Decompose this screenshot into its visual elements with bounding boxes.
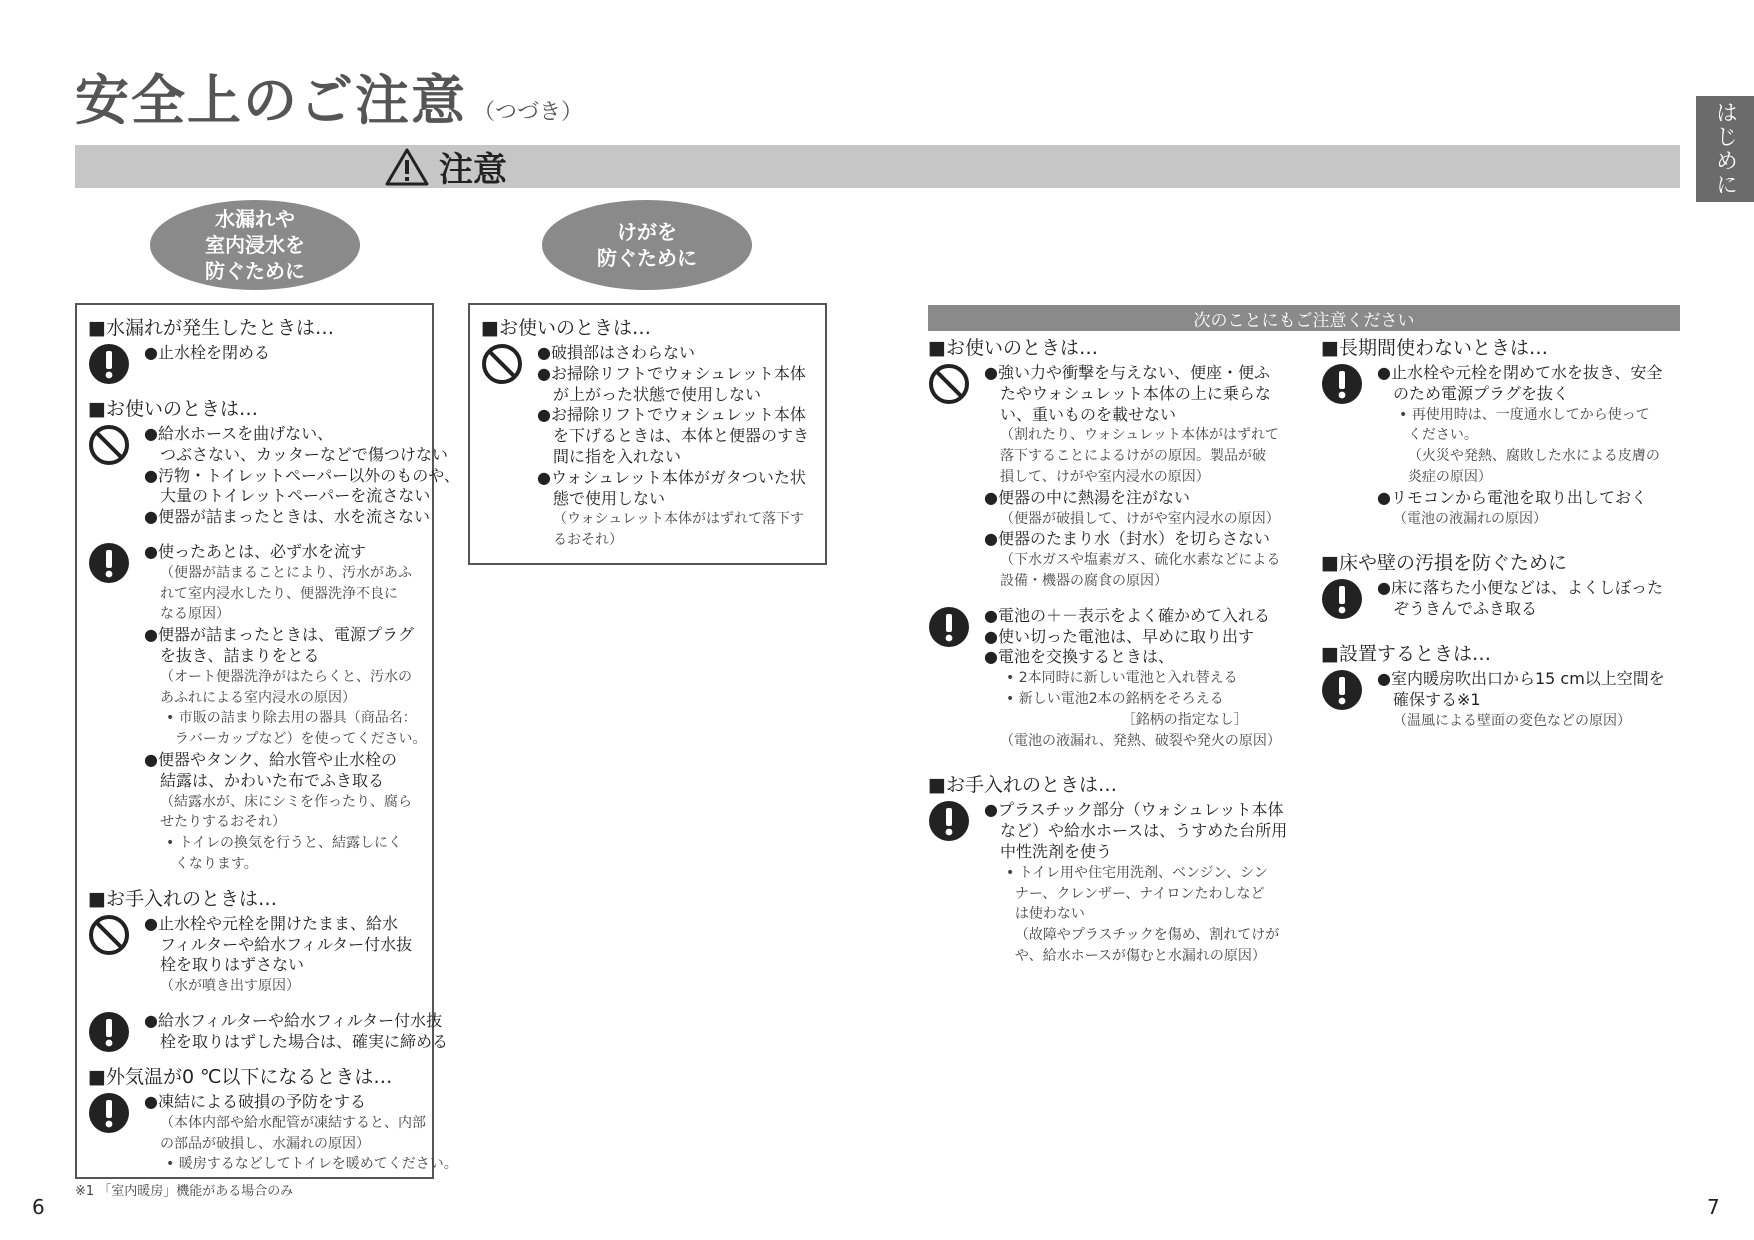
caution-text: 栓を取りはずした場合は、確実に締める xyxy=(160,1031,449,1051)
caution-group xyxy=(481,343,809,551)
caution-text: ●止水栓や元栓を開けたまま、給水 xyxy=(144,913,398,933)
reason-text: なる原因） xyxy=(160,606,230,623)
section-heading: ■水漏れが発生したときは… xyxy=(88,317,334,339)
note-text: • トイレ用や住宅用洗剤、ベンジン、シン xyxy=(1006,864,1268,881)
caution-section xyxy=(1321,336,1665,529)
section-heading: ■床や壁の汚損を防ぐために xyxy=(1321,552,1567,575)
reason-text: せたりするおそれ） xyxy=(160,814,286,831)
note-text: 炎症の原因） xyxy=(1399,468,1492,485)
category-ellipse-water: 水漏れや 室内浸水を 防ぐために xyxy=(150,200,360,290)
note-text: は使わない xyxy=(1006,906,1085,923)
note-text: ナー、クレンザー、ナイロンたわしなど xyxy=(1006,885,1265,902)
section-heading: ■お手入れのときは… xyxy=(88,887,277,910)
caution-text: つぶさない、カッターなどで傷つけない xyxy=(160,444,448,464)
caution-text: ●使ったあとは、必ず水を流す xyxy=(144,541,366,561)
mandatory-icon xyxy=(88,1011,130,1053)
caution-text: ●お掃除リフトでウォシュレット本体 xyxy=(537,363,806,383)
section-tab: はじめに xyxy=(1696,96,1754,202)
column-water-leak xyxy=(88,316,460,1175)
caution-text: のため電源プラグを抜く xyxy=(1393,383,1570,403)
caution-text: ぞうきんでふき取る xyxy=(1393,599,1538,619)
caution-text: ●止水栓や元栓を閉めて水を抜き、安全 xyxy=(1377,363,1663,382)
reason-text: （割れたり、ウォシュレット本体がはずれて xyxy=(1000,427,1280,444)
section-heading: ■お使いのときは… xyxy=(88,398,258,420)
caution-group xyxy=(928,606,1287,752)
section-heading: ■お使いのときは… xyxy=(481,317,651,339)
reason-text: （本体内部や給水配管が凍結すると、内部 xyxy=(160,1114,426,1131)
prohibited-icon xyxy=(88,914,130,956)
caution-text: ●便器のたまり水（封水）を切らさない xyxy=(984,529,1270,549)
caution-section xyxy=(1321,642,1665,731)
reason-text: （便器が詰まることにより、汚水があふ xyxy=(160,564,412,581)
caution-text: ●リモコンから電池を取り出しておく xyxy=(1377,487,1647,507)
caution-text: ●便器が詰まったときは、電源プラグ xyxy=(144,625,414,645)
note-text: ください。 xyxy=(1399,427,1478,444)
reason-text: （下水ガスや塩素ガス、硫化水素などによる xyxy=(1000,552,1281,569)
caution-text: ●使い切った電池は、早めに取り出す xyxy=(984,626,1254,646)
caution-text: ●お掃除リフトでウォシュレット本体 xyxy=(537,405,806,425)
caution-group xyxy=(88,1092,460,1175)
footnote: ※1 「室内暖房」機能がある場合のみ xyxy=(75,1184,294,1199)
reason-text: （ウォシュレット本体がはずれて落下す xyxy=(553,511,805,528)
caution-group xyxy=(88,914,460,997)
caution-group xyxy=(1321,669,1665,731)
caution-text: 大量のトイレットペーパーを流さない xyxy=(160,486,431,506)
caution-text: ●プラスチック部分（ウォシュレット本体 xyxy=(984,800,1284,820)
reason-text: （水が噴き出す原因） xyxy=(160,978,300,995)
reason-text: （電池の液漏れの原因） xyxy=(1393,510,1547,527)
caution-text: ●強い力や衝撃を与えない、便座・便ふ xyxy=(984,363,1270,382)
mandatory-icon xyxy=(1321,578,1363,620)
caution-section xyxy=(481,316,809,551)
column-other-left xyxy=(928,336,1287,967)
caution-group xyxy=(928,800,1287,966)
caution-section xyxy=(88,316,460,385)
warning-triangle-icon xyxy=(385,148,429,186)
caution-text: が上がった状態で使用しない xyxy=(553,384,762,404)
reason-text: （結露水が、床にシミを作ったり、腐ら xyxy=(160,793,412,810)
caution-text: ●凍結による破損の予防をする xyxy=(144,1091,366,1111)
reason-text: れて室内浸水したり、便器洗浄不良に xyxy=(160,585,398,602)
reason-text: （便器が破損して、けがや室内浸水の原因） xyxy=(1000,510,1280,527)
caution-text: 中性洗剤を使う xyxy=(1000,841,1113,861)
note-text: くなります。 xyxy=(166,855,258,872)
reason-text: （オート便器洗浄がはたらくと、汚水の xyxy=(160,668,412,685)
caution-text: ●床に落ちた小便などは、よくしぼった xyxy=(1377,578,1663,598)
category-ellipse-injury: けがを 防ぐために xyxy=(542,200,752,290)
section-heading: ■設置するときは… xyxy=(1321,643,1491,666)
page-number-right: 7 xyxy=(1707,1195,1720,1219)
caution-text: を下げるときは、本体と便器のすき xyxy=(553,426,810,446)
reason-text: あふれによる室内浸水の原因） xyxy=(160,689,356,706)
caution-group xyxy=(88,542,460,875)
caution-banner xyxy=(75,145,1680,188)
other-cautions-bar: 次のことにもご注意ください xyxy=(928,305,1680,331)
mandatory-icon xyxy=(88,343,130,385)
caution-text: ●便器やタンク、給水管や止水栓の xyxy=(144,749,398,769)
caution-text: フィルターや給水フィルター付水抜 xyxy=(160,934,413,954)
caution-text: を抜き、詰まりをとる xyxy=(160,645,320,665)
caution-text: 確保する※1 xyxy=(1393,690,1481,710)
note-text: • 2本同時に新しい電池と入れ替える xyxy=(1006,670,1238,687)
caution-section xyxy=(88,887,460,1053)
reason-text: 落下することによるけがの原因。製品が破 xyxy=(1000,448,1266,465)
section-heading: ■お使いのときは… xyxy=(928,337,1098,359)
caution-section xyxy=(88,1065,460,1175)
note-text: • トイレの換気を行うと、結露しにく xyxy=(166,835,403,852)
caution-section xyxy=(1321,551,1665,620)
caution-section xyxy=(88,397,460,875)
caution-group xyxy=(928,363,1287,592)
column-injury xyxy=(481,316,809,551)
caution-text: ●室内暖房吹出口から15 cm以上空間を xyxy=(1377,669,1665,689)
prohibited-icon xyxy=(88,424,130,466)
column-other-right xyxy=(1321,336,1665,732)
caution-group xyxy=(88,424,460,528)
caution-group xyxy=(88,343,460,385)
caution-text: ●電池の＋－表示をよく確かめて入れる xyxy=(984,605,1270,625)
mandatory-icon xyxy=(1321,363,1363,405)
reason-text: の部品が破損し、水漏れの原因） xyxy=(160,1135,370,1152)
mandatory-icon xyxy=(88,542,130,584)
caution-label: 注意 xyxy=(439,150,507,190)
caution-text: ●止水栓を閉める xyxy=(144,343,270,362)
prohibited-icon xyxy=(928,363,970,405)
section-heading: ■外気温が0 ℃以下になるときは… xyxy=(88,1065,393,1088)
caution-text: ●汚物・トイレットペーパー以外のものや、 xyxy=(144,465,460,485)
caution-text: ●給水ホースを曲げない、 xyxy=(144,424,334,443)
note-text: • 再使用時は、一度通水してから使って xyxy=(1399,406,1650,423)
reason-text: るおそれ） xyxy=(553,532,623,549)
caution-text: 態で使用しない xyxy=(553,488,666,508)
caution-text: 結露は、かわいた布でふき取る xyxy=(160,770,385,790)
caution-text: ●電池を交換するときは、 xyxy=(984,647,1174,667)
reason-text: 損して、けがや室内浸水の原因） xyxy=(1000,468,1210,485)
reason-text: （電池の液漏れ、発熱、破裂や発火の原因） xyxy=(1000,732,1281,749)
mandatory-icon xyxy=(928,800,970,842)
note-text: • 新しい電池2本の銘柄をそろえる xyxy=(1006,690,1224,707)
note-text: ［銘柄の指定なし］ xyxy=(1006,711,1248,728)
caution-text: ●破損部はさわらない xyxy=(537,343,695,362)
mandatory-icon xyxy=(1321,669,1363,711)
note-text: や、給水ホースが傷むと水漏れの原因） xyxy=(1006,947,1266,964)
prohibited-icon xyxy=(481,343,523,385)
caution-text: たやウォシュレット本体の上に乗らな xyxy=(1000,383,1271,403)
mandatory-icon xyxy=(88,1092,130,1134)
caution-text: ●給水フィルターや給水フィルター付水抜 xyxy=(144,1010,443,1030)
caution-group xyxy=(1321,363,1665,529)
reason-text: 設備・機器の腐食の原因） xyxy=(1000,572,1168,589)
page-number-left: 6 xyxy=(32,1195,45,1219)
caution-text: 間に指を入れない xyxy=(553,446,682,466)
caution-text: ●便器が詰まったときは、水を流さない xyxy=(144,507,430,527)
caution-text: など）や給水ホースは、うすめた台所用 xyxy=(1000,821,1288,841)
caution-group xyxy=(88,1011,460,1053)
caution-text: い、重いものを載せない xyxy=(1000,404,1177,424)
page-title-sub: （つづき） xyxy=(473,100,584,125)
section-heading: ■お手入れのときは… xyxy=(928,774,1117,797)
note-text: • 市販の詰まり除去用の器具（商品名： xyxy=(166,710,417,727)
reason-text: （温風による壁面の変色などの原因） xyxy=(1393,712,1631,729)
caution-section xyxy=(928,336,1287,751)
note-text: • 暖房するなどしてトイレを暖めてください。 xyxy=(166,1156,458,1173)
caution-text: 栓を取りはずさない xyxy=(160,955,305,975)
section-heading: ■長期間使わないときは… xyxy=(1321,337,1548,359)
mandatory-icon xyxy=(928,606,970,648)
caution-text: ●便器の中に熱湯を注がない xyxy=(984,487,1190,507)
caution-text: ●ウォシュレット本体がガタついた状 xyxy=(537,467,806,487)
note-text: （故障やプラスチックを傷め、割れてけが xyxy=(1006,927,1280,944)
caution-section xyxy=(928,773,1287,966)
caution-group xyxy=(1321,578,1665,620)
page-title: 安全上のご注意 （つづき） xyxy=(75,69,584,132)
note-text: ラバーカップなど）を使ってください。 xyxy=(166,731,427,748)
note-text: （火災や発熱、腐敗した水による皮膚の xyxy=(1399,448,1660,465)
